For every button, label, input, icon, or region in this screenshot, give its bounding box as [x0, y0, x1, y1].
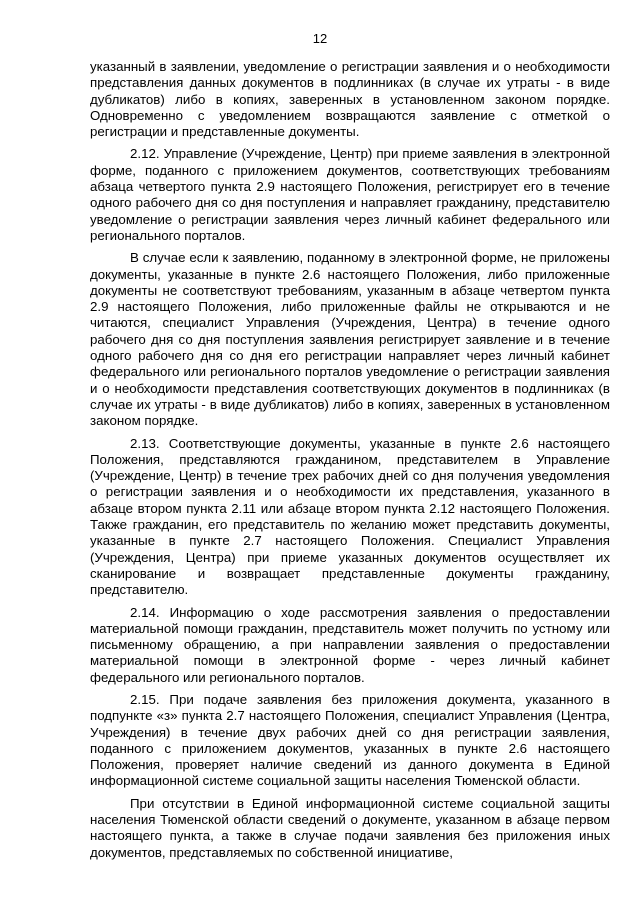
paragraph-continuation: указанный в заявлении, уведомление о регистрации заявления и о необходимости представления данных документов в подлинниках (в случае их утраты - в виде дубликатов) либо в копиях, заверенных в установленном законом порядке. Одновременно с уведомлением возвращаются заявление с отметкой о регистрации и представленные документы. — [90, 59, 610, 140]
paragraph-2-15-second: При отсутствии в Единой информационной системе социальной защиты населения Тюменской области сведений о документе, указанном в абзаце первом настоящего пункта, а также в случае подачи заявления без приложения иных документов, представляемых по собственной инициативе, — [90, 795, 610, 860]
page-number: 12 — [312, 31, 328, 46]
document-body — [90, 59, 610, 861]
paragraph-2-12: 2.12. Управление (Учреждение, Центр) при приеме заявления в электронной форме, поданного с приложением документов, соответствующих требованиям абзаца четвертого пункта 2.9 настоящего Положения, регистрирует его в течение одного рабочего дня со дня поступления и направляет гражданину, представителю уведомление о регистрации заявления через личный кабинет федерального или регионального порталов. — [90, 146, 610, 243]
paragraph-2-12-second: В случае если к заявлению, поданному в электронной форме, не приложены документы, указанные в пункте 2.6 настоящего Положения, либо приложенные документы не соответствуют требованиям, указанным в абзаце четвертом пункта 2.9 настоящего Положения, либо приложенные файлы не открываются и не читаются, специалист Управления (Учреждения, Центра) в течение одного рабочего дня со дня поступления заявления регистрирует заявление и в течение одного рабочего дня со дня его регистрации направляет через личный кабинет федерального или регионального порталов уведомление о регистрации заявления и о необходимости представления соответствующих документов в подлинниках (в случае их утраты - в виде дубликатов) либо в копиях, заверенных в установленном законом порядке. — [90, 250, 610, 429]
paragraph-2-13: 2.13. Соответствующие документы, указанные в пункте 2.6 настоящего Положения, представляются гражданином, представителем в Управление (Учреждение, Центр) в течение трех рабочих дней со дня получения уведомления о регистрации заявления и о необходимости их представления, указанного в абзаце втором пункта 2.11 или абзаце втором пункта 2.12 настоящего Положения. Также гражданин, его представитель по желанию может представить документы, указанные в пункте 2.7 настоящего Положения. Специалист Управления (Учреждения, Центра) при приеме указанных документов осуществляет их сканирование и возвращает представленные документы гражданину, представителю. — [90, 435, 610, 598]
paragraph-2-14: 2.14. Информацию о ходе рассмотрения заявления о предоставлении материальной помощи гражданин, представитель может получить по устному или письменному обращению, а при направлении заявления о предоставлении материальной помощи в электронной форме - через личный кабинет федерального или регионального порталов. — [90, 604, 610, 685]
paragraph-2-15: 2.15. При подаче заявления без приложения документа, указанного в подпункте «з» пункта 2.7 настоящего Положения, специалист Управления (Центра, Учреждения) в течение двух рабочих дней со дня регистрации заявления, поданного с приложением документов, указанных в пункте 2.6 настоящего Положения, проверяет наличие сведений из данного документа в Единой информационной системе социальной защиты населения Тюменской области. — [90, 691, 610, 789]
